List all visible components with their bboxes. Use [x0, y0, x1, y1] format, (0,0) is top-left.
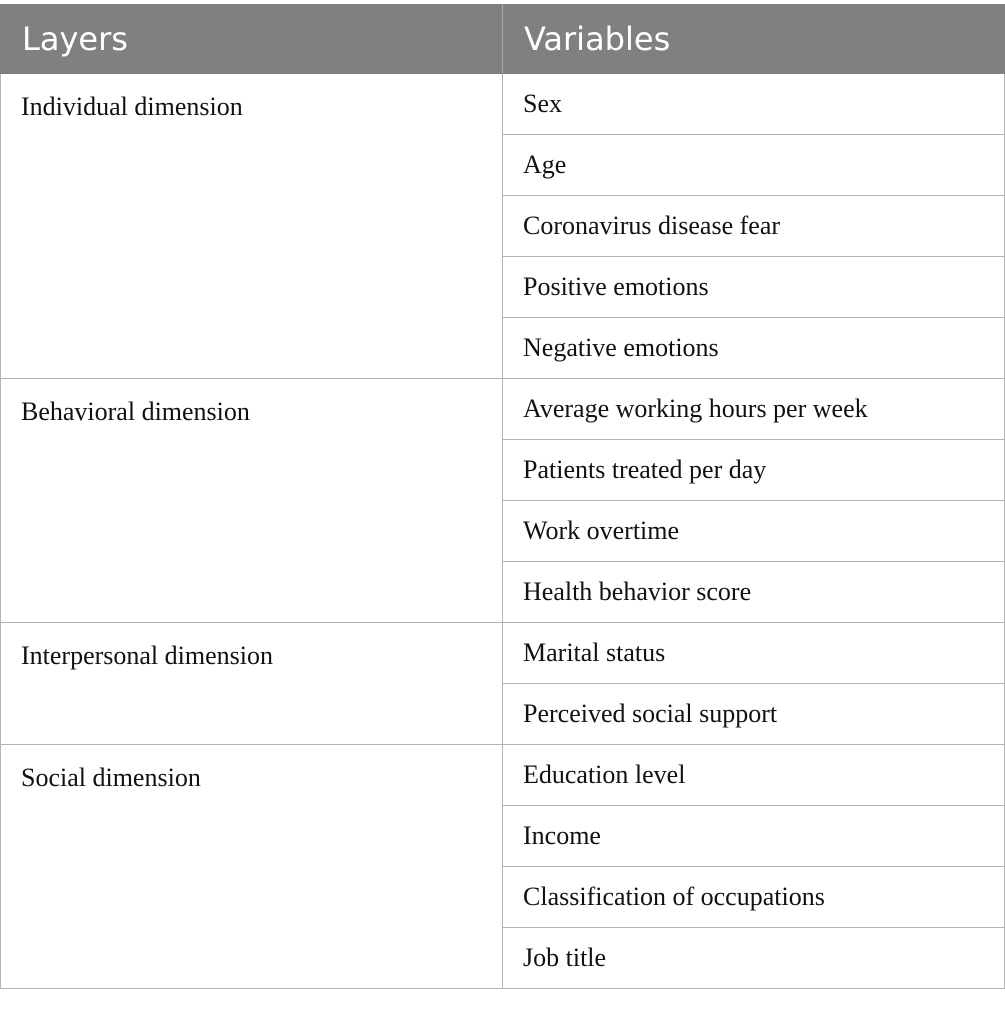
variable-cell: Income [503, 806, 1005, 867]
header-row [1, 5, 1005, 74]
header-layers: Layers [1, 5, 503, 74]
header-variables: Variables [503, 5, 1005, 74]
variable-cell: Work overtime [503, 501, 1005, 562]
variable-cell: Sex [503, 74, 1005, 135]
variable-cell: Positive emotions [503, 257, 1005, 318]
layer-interpersonal: Interpersonal dimension [1, 623, 503, 745]
layers-variables-table [0, 4, 1005, 989]
table-row [1, 74, 1005, 135]
layer-social: Social dimension [1, 745, 503, 989]
variable-cell: Average working hours per week [503, 379, 1005, 440]
variable-cell: Negative emotions [503, 318, 1005, 379]
table-row [1, 379, 1005, 440]
variable-cell: Marital status [503, 623, 1005, 684]
variable-cell: Coronavirus disease fear [503, 196, 1005, 257]
variable-cell: Perceived social support [503, 684, 1005, 745]
variable-cell: Patients treated per day [503, 440, 1005, 501]
table-row [1, 745, 1005, 806]
table-row [1, 623, 1005, 684]
variable-cell: Job title [503, 928, 1005, 989]
variable-cell: Health behavior score [503, 562, 1005, 623]
variable-cell: Education level [503, 745, 1005, 806]
variable-cell: Age [503, 135, 1005, 196]
variable-cell: Classification of occupations [503, 867, 1005, 928]
layer-behavioral: Behavioral dimension [1, 379, 503, 623]
layer-individual: Individual dimension [1, 74, 503, 379]
